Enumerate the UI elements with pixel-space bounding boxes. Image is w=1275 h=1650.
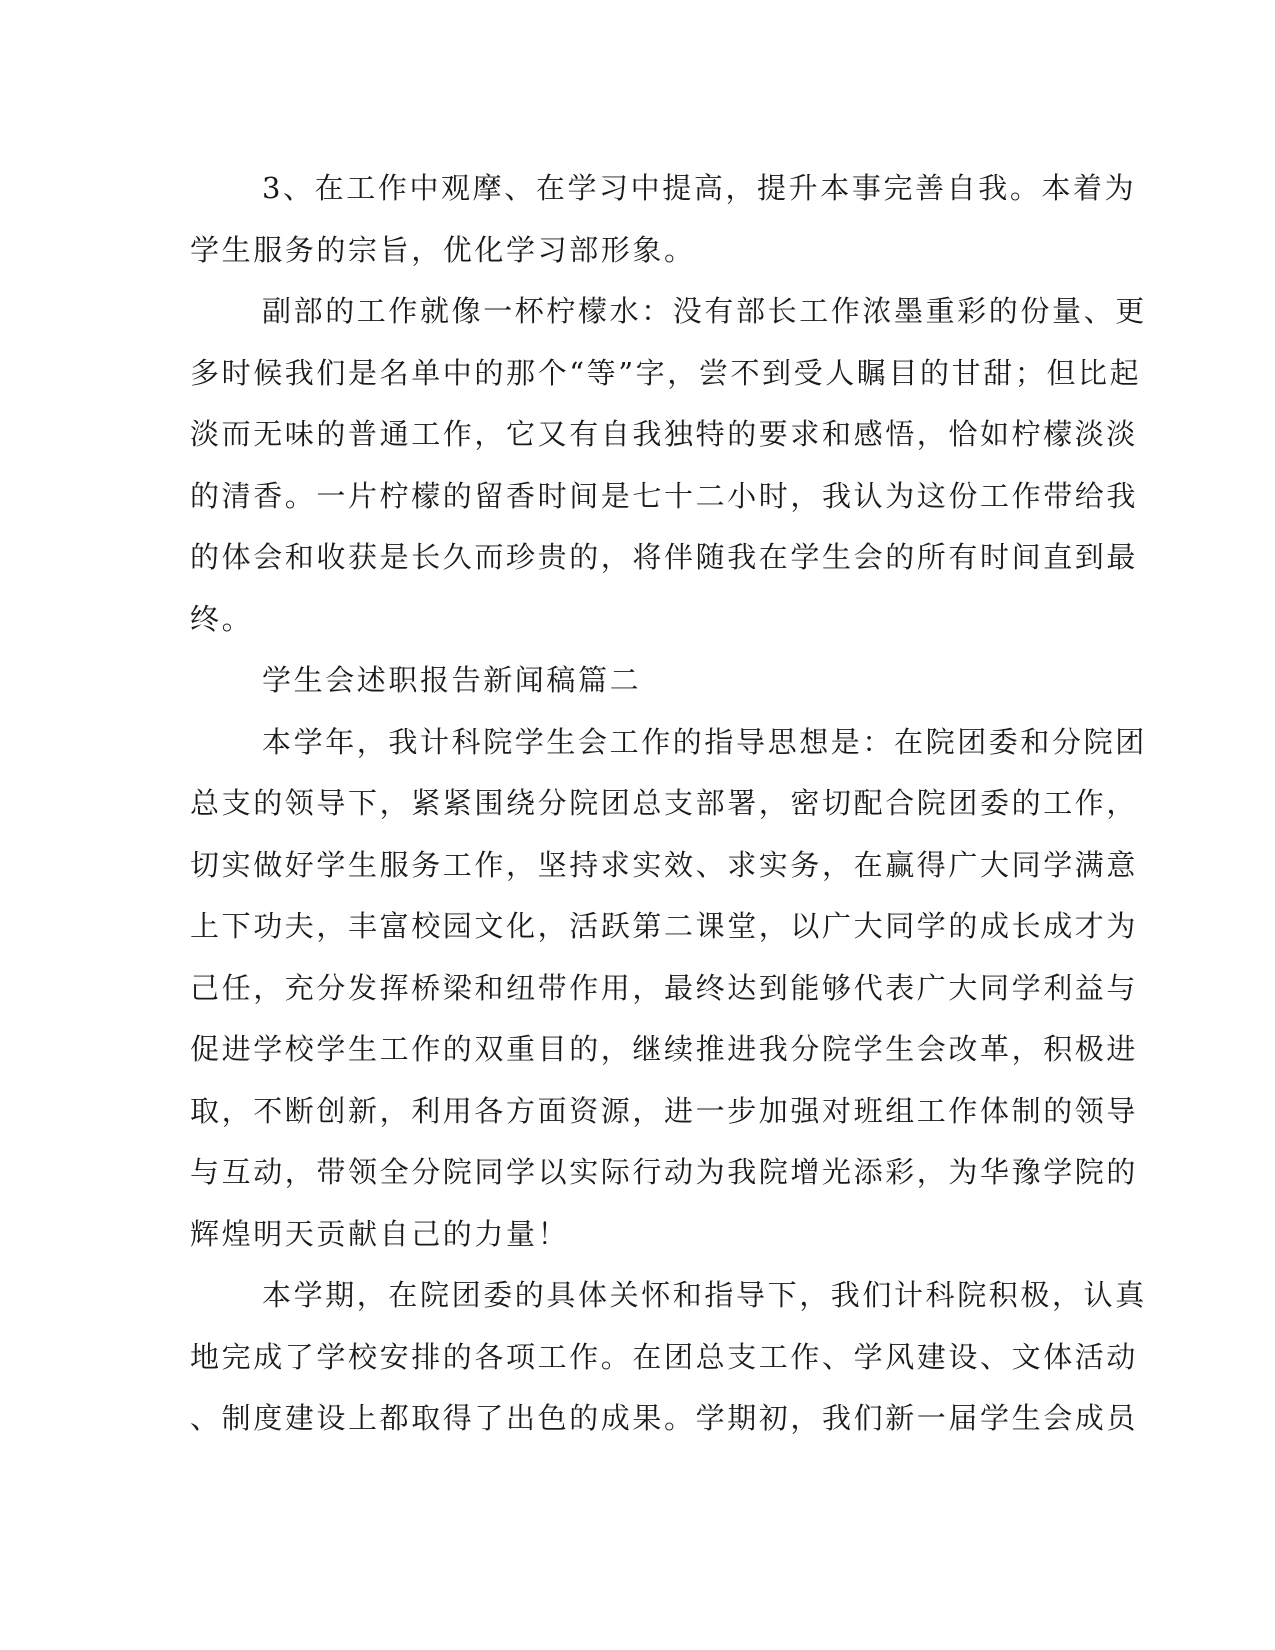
paragraph-4-line-2: 总支的领导下，紧紧围绕分院团总支部署，密切配合院团委的工作， xyxy=(190,786,1139,820)
paragraph-1-line-1: 3、在工作中观摩、在学习中提高，提升本事完善自我。本着为 xyxy=(262,171,1137,205)
paragraph-2-line-2: 多时候我们是名单中的那个“等”字，尝不到受人瞩目的甘甜；但比起 xyxy=(190,355,1142,390)
paragraph-4-line-4: 上下功夫，丰富校园文化，活跃第二课堂，以广大同学的成长成才为 xyxy=(190,909,1139,943)
paragraph-4-line-1: 本学年，我计科院学生会工作的指导思想是：在院团委和分院团 xyxy=(262,724,1147,759)
paragraph-2-line-3: 淡而无味的普通工作，它又有自我独特的要求和感悟，恰如柠檬淡淡 xyxy=(190,417,1139,451)
paragraph-4-line-9: 辉煌明天贡献自己的力量！ xyxy=(190,1216,570,1251)
paragraph-2-line-5: 的体会和收获是长久而珍贵的，将伴随我在学生会的所有时间直到最 xyxy=(190,540,1139,574)
paragraph-4-line-8: 与互动，带领全分院同学以实际行动为我院增光添彩，为华豫学院的 xyxy=(190,1155,1139,1189)
paragraph-1-line-2: 学生服务的宗旨，优化学习部形象。 xyxy=(190,232,696,267)
paragraph-2-line-6: 终。 xyxy=(190,601,254,636)
document-body xyxy=(190,158,1147,1450)
paragraph-4-line-3: 切实做好学生服务工作，坚持求实效、求实务，在赢得广大同学满意 xyxy=(190,847,1139,882)
paragraph-4-line-6: 促进学校学生工作的双重目的，继续推进我分院学生会改革，积极进 xyxy=(190,1032,1139,1066)
paragraph-5-line-3: 、制度建设上都取得了出色的成果。学期初，我们新一届学生会成员 xyxy=(190,1401,1139,1435)
section-heading: 学生会述职报告新闻稿篇二 xyxy=(262,663,642,697)
paragraph-5-line-2: 地完成了学校安排的各项工作。在团总支工作、学风建设、文体活动 xyxy=(190,1339,1139,1374)
paragraph-5-line-1: 本学期，在院团委的具体关怀和指导下，我们计科院积极，认真 xyxy=(262,1278,1147,1312)
paragraph-2-line-4: 的清香。一片柠檬的留香时间是七十二小时，我认为这份工作带给我 xyxy=(190,478,1139,513)
paragraph-2-line-1: 副部的工作就像一杯柠檬水：没有部长工作浓墨重彩的份量、更 xyxy=(262,294,1147,328)
paragraph-4-line-7: 取，不断创新，利用各方面资源，进一步加强对班组工作体制的领导 xyxy=(190,1093,1139,1128)
paragraph-4-line-5: 己任，充分发挥桥梁和纽带作用，最终达到能够代表广大同学利益与 xyxy=(190,970,1139,1005)
